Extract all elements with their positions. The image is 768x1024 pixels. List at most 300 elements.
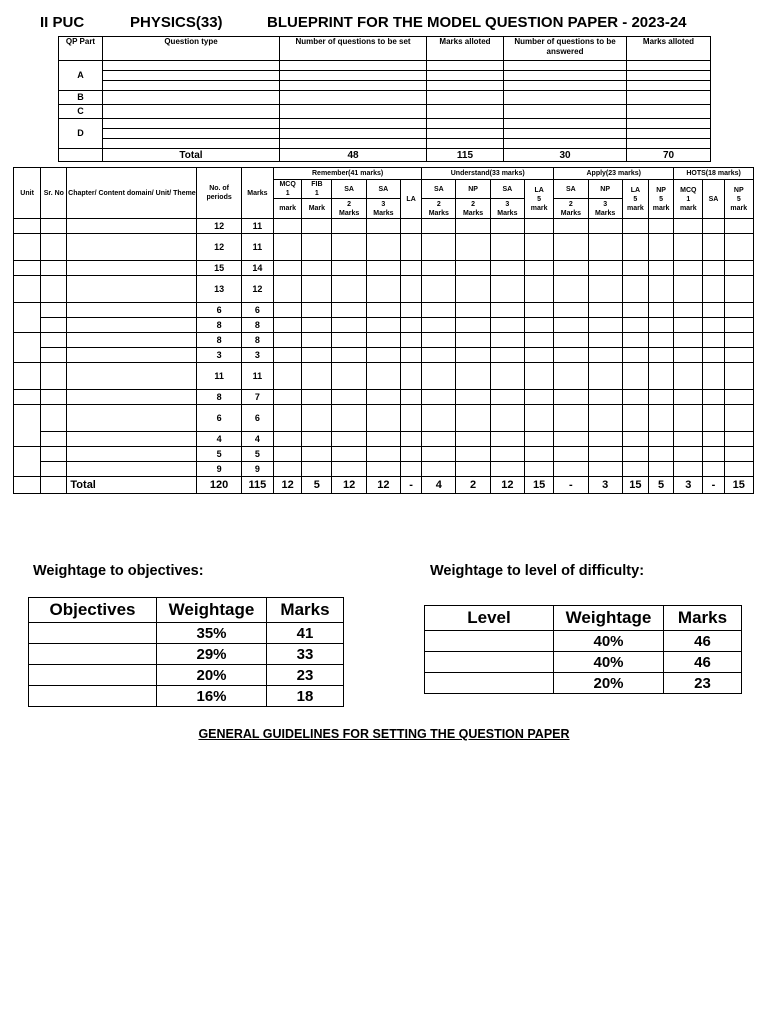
chapter-cell <box>67 318 197 333</box>
blueprint-cell <box>456 462 490 477</box>
blueprint-cell <box>422 234 456 261</box>
srno-cell <box>41 390 67 405</box>
marks-cell: 9 <box>241 462 273 477</box>
blueprint-cell <box>456 276 490 303</box>
blueprint-cell <box>366 333 400 348</box>
blueprint-cell <box>366 390 400 405</box>
blueprint-cell <box>274 405 302 432</box>
blueprint-cell <box>332 363 366 390</box>
blueprint-cell <box>724 261 753 276</box>
periods-cell: 4 <box>197 432 241 447</box>
qp-cell <box>504 81 627 91</box>
qp-cell <box>627 71 711 81</box>
blueprint-cell <box>422 261 456 276</box>
table-row <box>14 447 754 462</box>
srno-cell <box>41 363 67 390</box>
blueprint-cell <box>554 447 588 462</box>
qp-part-b: B <box>59 91 103 105</box>
blueprint-cell <box>422 405 456 432</box>
bp-sub-unit: 3 Marks <box>366 199 400 219</box>
table-row <box>14 303 754 318</box>
blueprint-cell <box>674 432 703 447</box>
bp-total-cell: 3 <box>674 477 703 494</box>
blueprint-cell <box>554 348 588 363</box>
bp-sub-np: NP <box>456 180 490 199</box>
blueprint-cell <box>274 333 302 348</box>
blueprint-cell <box>648 432 673 447</box>
chapter-cell <box>67 333 197 348</box>
qp-total-answered: 30 <box>504 149 627 162</box>
blueprint-cell <box>422 333 456 348</box>
bp-total-cell: - <box>401 477 422 494</box>
blueprint-cell <box>524 447 553 462</box>
blueprint-cell <box>588 303 622 318</box>
bp-header-apply: Apply(23 marks) <box>554 168 674 180</box>
srno-cell <box>41 348 67 363</box>
objective-cell <box>29 665 157 686</box>
qp-cell <box>280 81 427 91</box>
bp-total-srno <box>41 477 67 494</box>
marks-cell: 46 <box>664 631 742 652</box>
objectives-heading: Weightage to objectives: <box>33 563 204 579</box>
document-title: BLUEPRINT FOR THE MODEL QUESTION PAPER - 2023-24 <box>267 14 687 31</box>
blueprint-cell <box>622 276 648 303</box>
blueprint-cell <box>456 348 490 363</box>
marks-cell: 23 <box>664 673 742 694</box>
blueprint-cell <box>490 261 524 276</box>
qp-cell <box>280 119 427 129</box>
bp-total-cell: - <box>703 477 724 494</box>
qp-cell <box>627 129 711 139</box>
blueprint-cell <box>648 348 673 363</box>
weightage-cell: 20% <box>157 665 267 686</box>
bp-sub-sa: SA <box>366 180 400 199</box>
blueprint-cell <box>724 390 753 405</box>
qp-cell <box>103 129 280 139</box>
blueprint-cell <box>456 303 490 318</box>
marks-cell: 8 <box>241 318 273 333</box>
blueprint-cell <box>622 447 648 462</box>
blueprint-cell <box>401 447 422 462</box>
qp-header-row <box>59 37 711 61</box>
blueprint-cell <box>554 318 588 333</box>
blueprint-body <box>14 219 754 477</box>
qp-header-marks-answered: Marks alloted <box>627 37 711 61</box>
blueprint-cell <box>401 432 422 447</box>
blueprint-cell <box>274 462 302 477</box>
blueprint-cell <box>490 333 524 348</box>
qp-total-blank <box>59 149 103 162</box>
blueprint-cell <box>366 219 400 234</box>
bp-sub-unit: Mark <box>302 199 332 219</box>
bp-sub-unit: 3 Marks <box>588 199 622 219</box>
bp-total-cell: 12 <box>490 477 524 494</box>
bp-sub-sa: SA <box>703 180 724 219</box>
blueprint-cell <box>648 363 673 390</box>
bp-header-remember: Remember(41 marks) <box>274 168 422 180</box>
table-row <box>14 390 754 405</box>
blueprint-cell <box>674 318 703 333</box>
blueprint-cell <box>622 234 648 261</box>
bp-total-cell: 12 <box>332 477 366 494</box>
blueprint-cell <box>674 234 703 261</box>
blueprint-cell <box>274 219 302 234</box>
qp-cell <box>427 61 504 71</box>
bp-header-chapter: Chapter/ Content domain/ Unit/ Theme <box>67 168 197 219</box>
qp-part-table <box>58 36 711 162</box>
blueprint-cell <box>456 363 490 390</box>
blueprint-cell <box>724 363 753 390</box>
blueprint-cell <box>456 318 490 333</box>
bp-header-periods: No. of periods <box>197 168 241 219</box>
qp-cell <box>103 139 280 149</box>
chapter-cell <box>67 390 197 405</box>
marks-cell: 3 <box>241 348 273 363</box>
blueprint-cell <box>648 318 673 333</box>
bp-total-cell: 2 <box>456 477 490 494</box>
blueprint-cell <box>724 303 753 318</box>
chapter-cell <box>67 447 197 462</box>
blueprint-cell <box>622 219 648 234</box>
blueprint-cell <box>524 432 553 447</box>
bp-total-cell: 12 <box>366 477 400 494</box>
blueprint-cell <box>456 234 490 261</box>
srno-cell <box>41 318 67 333</box>
blueprint-cell <box>332 276 366 303</box>
blueprint-cell <box>724 432 753 447</box>
blueprint-cell <box>648 303 673 318</box>
blueprint-cell <box>648 462 673 477</box>
blueprint-cell <box>366 462 400 477</box>
blueprint-cell <box>554 333 588 348</box>
bp-sub-np: NP 5 mark <box>648 180 673 219</box>
qp-cell <box>504 119 627 129</box>
blueprint-cell <box>588 234 622 261</box>
blueprint-table <box>13 167 754 494</box>
blueprint-cell <box>674 276 703 303</box>
blueprint-cell <box>401 348 422 363</box>
blueprint-cell <box>622 405 648 432</box>
blueprint-cell <box>401 363 422 390</box>
blueprint-cell <box>490 348 524 363</box>
blueprint-cell <box>302 318 332 333</box>
periods-cell: 5 <box>197 447 241 462</box>
periods-cell: 8 <box>197 318 241 333</box>
qp-total-marks: 115 <box>427 149 504 162</box>
bp-total-cell: 5 <box>302 477 332 494</box>
blueprint-cell <box>588 363 622 390</box>
qp-cell <box>627 139 711 149</box>
blueprint-cell <box>302 261 332 276</box>
bp-sub-sa: SA <box>490 180 524 199</box>
table-row <box>14 432 754 447</box>
qp-cell <box>427 91 504 105</box>
bp-sub-np: NP 5 mark <box>724 180 753 219</box>
blueprint-cell <box>554 261 588 276</box>
blueprint-cell <box>422 447 456 462</box>
qp-total-label: Total <box>103 149 280 162</box>
objectives-header-row <box>29 598 344 623</box>
blueprint-cell <box>422 219 456 234</box>
blueprint-cell <box>401 219 422 234</box>
blueprint-cell <box>724 333 753 348</box>
blueprint-cell <box>648 333 673 348</box>
unit-cell <box>14 261 41 276</box>
blueprint-cell <box>648 261 673 276</box>
blueprint-cell <box>401 333 422 348</box>
marks-cell: 6 <box>241 405 273 432</box>
blueprint-cell <box>401 318 422 333</box>
blueprint-cell <box>274 234 302 261</box>
qp-part-c: C <box>59 105 103 119</box>
bp-header-unit: Unit <box>14 168 41 219</box>
objective-cell <box>29 686 157 707</box>
periods-cell: 6 <box>197 405 241 432</box>
blueprint-cell <box>674 462 703 477</box>
blueprint-cell <box>588 261 622 276</box>
blueprint-cell <box>422 303 456 318</box>
blueprint-cell <box>554 432 588 447</box>
blueprint-cell <box>490 318 524 333</box>
blueprint-cell <box>456 219 490 234</box>
bp-sub-sa: SA <box>422 180 456 199</box>
qp-cell <box>103 91 280 105</box>
blueprint-cell <box>703 432 724 447</box>
blueprint-cell <box>366 276 400 303</box>
periods-cell: 12 <box>197 234 241 261</box>
bp-sub-unit: 2 Marks <box>332 199 366 219</box>
marks-cell: 6 <box>241 303 273 318</box>
blueprint-cell <box>648 276 673 303</box>
srno-cell <box>41 333 67 348</box>
blueprint-cell <box>724 234 753 261</box>
srno-cell <box>41 261 67 276</box>
blueprint-cell <box>366 303 400 318</box>
qp-total-set: 48 <box>280 149 427 162</box>
blueprint-cell <box>588 462 622 477</box>
blueprint-cell <box>422 363 456 390</box>
table-row <box>14 318 754 333</box>
blueprint-cell <box>703 390 724 405</box>
blueprint-cell <box>622 318 648 333</box>
periods-cell: 8 <box>197 333 241 348</box>
blueprint-cell <box>332 462 366 477</box>
blueprint-cell <box>332 405 366 432</box>
page-title <box>0 14 768 36</box>
blueprint-cell <box>554 234 588 261</box>
marks-cell: 4 <box>241 432 273 447</box>
blueprint-cell <box>674 405 703 432</box>
qp-cell <box>427 129 504 139</box>
blueprint-cell <box>674 390 703 405</box>
blueprint-cell <box>703 348 724 363</box>
unit-cell <box>14 405 41 447</box>
blueprint-cell <box>366 405 400 432</box>
qp-cell <box>427 139 504 149</box>
qp-cell <box>103 105 280 119</box>
weightage-cell: 40% <box>554 652 664 673</box>
blueprint-cell <box>490 405 524 432</box>
blueprint-cell <box>490 219 524 234</box>
qp-cell <box>103 81 280 91</box>
blueprint-cell <box>332 333 366 348</box>
difficulty-heading: Weightage to level of difficulty: <box>430 563 645 579</box>
blueprint-cell <box>422 432 456 447</box>
bp-sub-mcq: MCQ 1 <box>274 180 302 199</box>
chapter-cell <box>67 261 197 276</box>
weightage-header: Weightage <box>157 598 267 623</box>
blueprint-cell <box>622 303 648 318</box>
unit-cell <box>14 363 41 390</box>
blueprint-cell <box>422 318 456 333</box>
bp-header-srno: Sr. No <box>41 168 67 219</box>
marks-cell: 23 <box>267 665 344 686</box>
blueprint-cell <box>401 462 422 477</box>
srno-cell <box>41 303 67 318</box>
bp-total-cell: 15 <box>724 477 753 494</box>
blueprint-cell <box>366 318 400 333</box>
qp-cell <box>280 139 427 149</box>
blueprint-cell <box>490 390 524 405</box>
blueprint-cell <box>588 276 622 303</box>
bp-sub-fib: FIB 1 <box>302 180 332 199</box>
blueprint-cell <box>366 348 400 363</box>
srno-cell <box>41 219 67 234</box>
blueprint-cell <box>524 405 553 432</box>
blueprint-cell <box>456 390 490 405</box>
blueprint-cell <box>554 390 588 405</box>
chapter-cell <box>67 462 197 477</box>
srno-cell <box>41 432 67 447</box>
blueprint-cell <box>524 462 553 477</box>
table-row <box>14 363 754 390</box>
table-row <box>14 462 754 477</box>
blueprint-cell <box>332 447 366 462</box>
qp-header-part: QP Part <box>59 37 103 61</box>
qp-part-a: A <box>59 61 103 91</box>
qp-cell <box>627 119 711 129</box>
blueprint-cell <box>302 432 332 447</box>
blueprint-cell <box>366 432 400 447</box>
blueprint-cell <box>366 363 400 390</box>
table-row <box>14 261 754 276</box>
blueprint-cell <box>302 333 332 348</box>
unit-cell <box>14 276 41 303</box>
bp-sub-unit: mark <box>274 199 302 219</box>
blueprint-cell <box>703 462 724 477</box>
bp-total-cell: 15 <box>524 477 553 494</box>
periods-cell: 6 <box>197 303 241 318</box>
qp-cell <box>504 129 627 139</box>
unit-cell <box>14 234 41 261</box>
periods-cell: 3 <box>197 348 241 363</box>
blueprint-cell <box>302 348 332 363</box>
periods-cell: 9 <box>197 462 241 477</box>
blueprint-cell <box>302 219 332 234</box>
difficulty-table <box>424 605 742 694</box>
blueprint-cell <box>524 219 553 234</box>
qp-cell <box>504 139 627 149</box>
unit-cell <box>14 447 41 477</box>
table-row <box>425 652 742 673</box>
blueprint-cell <box>648 234 673 261</box>
table-row <box>29 644 344 665</box>
qp-header-marks: Marks alloted <box>427 37 504 61</box>
level-cell <box>425 673 554 694</box>
level-cell <box>425 631 554 652</box>
blueprint-cell <box>490 432 524 447</box>
qp-header-type: Question type <box>103 37 280 61</box>
marks-cell: 5 <box>241 447 273 462</box>
blueprint-cell <box>674 333 703 348</box>
blueprint-cell <box>332 432 366 447</box>
blueprint-cell <box>456 333 490 348</box>
qp-header-answered: Number of questions to be answered <box>504 37 627 61</box>
blueprint-cell <box>724 318 753 333</box>
blueprint-cell <box>332 390 366 405</box>
table-row <box>425 673 742 694</box>
table-row <box>14 234 754 261</box>
blueprint-cell <box>422 462 456 477</box>
qp-cell <box>427 81 504 91</box>
blueprint-cell <box>401 234 422 261</box>
blueprint-cell <box>554 405 588 432</box>
blueprint-cell <box>703 303 724 318</box>
blueprint-cell <box>524 261 553 276</box>
blueprint-cell <box>490 447 524 462</box>
weightage-cell: 29% <box>157 644 267 665</box>
blueprint-cell <box>622 348 648 363</box>
marks-cell: 33 <box>267 644 344 665</box>
blueprint-cell <box>274 390 302 405</box>
chapter-cell <box>67 219 197 234</box>
bp-sub-unit: 3 Marks <box>490 199 524 219</box>
marks-header: Marks <box>664 606 742 631</box>
blueprint-cell <box>490 303 524 318</box>
blueprint-cell <box>588 432 622 447</box>
blueprint-cell <box>456 405 490 432</box>
blueprint-cell <box>490 276 524 303</box>
bp-total-cell: 12 <box>274 477 302 494</box>
chapter-cell <box>67 276 197 303</box>
table-row <box>14 333 754 348</box>
blueprint-cell <box>724 276 753 303</box>
bp-sub-np: NP <box>588 180 622 199</box>
periods-cell: 15 <box>197 261 241 276</box>
qp-cell <box>427 71 504 81</box>
blueprint-cell <box>622 390 648 405</box>
blueprint-cell <box>524 318 553 333</box>
blueprint-cell <box>724 462 753 477</box>
qp-cell <box>103 71 280 81</box>
blueprint-cell <box>674 363 703 390</box>
chapter-cell <box>67 303 197 318</box>
blueprint-cell <box>332 261 366 276</box>
blueprint-cell <box>274 432 302 447</box>
bp-total-cell: 15 <box>622 477 648 494</box>
blueprint-cell <box>622 462 648 477</box>
blueprint-cell <box>274 276 302 303</box>
blueprint-cell <box>332 234 366 261</box>
blueprint-cell <box>456 261 490 276</box>
srno-cell <box>41 447 67 462</box>
blueprint-cell <box>524 363 553 390</box>
chapter-cell <box>67 405 197 432</box>
qp-cell <box>280 71 427 81</box>
qp-cell <box>504 61 627 71</box>
bp-sub-mcq: MCQ 1 mark <box>674 180 703 219</box>
table-row <box>14 348 754 363</box>
